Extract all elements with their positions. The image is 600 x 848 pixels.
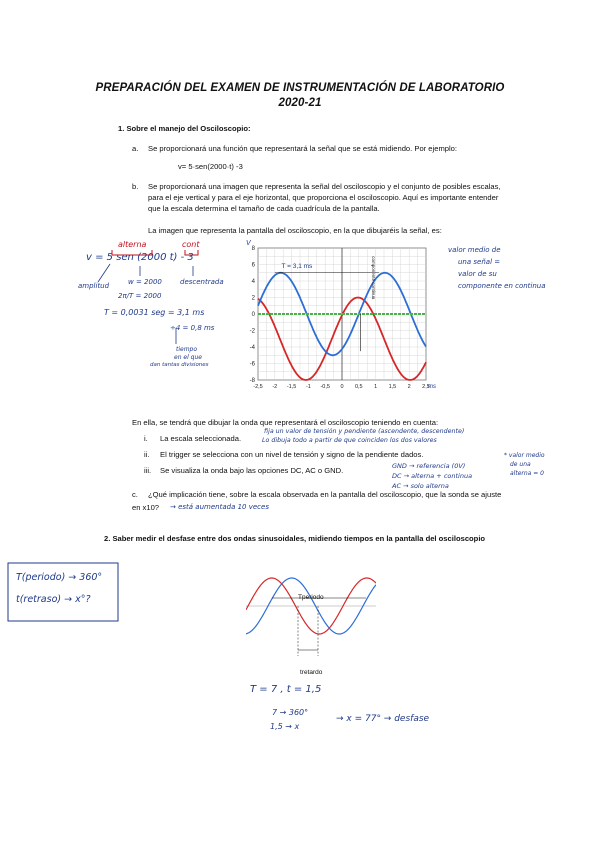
y-tick-label: -6: [249, 361, 255, 368]
x-tick-label: 0: [340, 384, 344, 390]
list-ii-text: El trigger se selecciona con un nivel de tensión y signo de la pendiente dados.: [160, 450, 424, 459]
note-period-formula: 2π/T = 2000: [118, 292, 162, 300]
note-w: w = 2000: [128, 278, 162, 286]
list-i-text: La escala seleccionada.: [160, 434, 242, 443]
item-b-line1: Se proporcionará una imagen que representa la señal del osciloscopio y el conjunto de posibles escalas,: [148, 182, 501, 191]
formula: v= 5·sen(2000·t) -3: [178, 162, 243, 171]
item-a-text: Se proporcionará una función que representará la señal que se está midiendo. Por ejemplo:: [148, 144, 458, 153]
list-iii-text: Se visualiza la onda bajo las opciones DC, AC o GND.: [160, 466, 344, 475]
note-alterna: alterna: [118, 240, 147, 249]
hw-gnd: GND → referencia (0V): [392, 462, 466, 470]
list-ii-num: ii.: [144, 450, 150, 459]
page-title: PREPARACIÓN DEL EXAMEN DE INSTRUMENTACIÓN DE LABORATORIO: [95, 82, 505, 94]
x-tick-label: 1,5: [388, 384, 397, 390]
hw-star3: alterna = 0: [510, 470, 544, 477]
hw-i2: Lo dibuja todo a partir de que coinciden los dos valores: [262, 437, 437, 444]
item-c-line2: en x10?: [132, 503, 160, 512]
note-right1: valor medio de: [448, 246, 501, 254]
period-label: T = 3,1 ms: [281, 262, 313, 270]
y-tick-label: -2: [249, 328, 255, 335]
box-line2: t(retraso) → x°?: [16, 594, 91, 605]
hw-dc: DC → alterna + continua: [392, 472, 473, 480]
item-a-label: a.: [132, 144, 139, 153]
phase-diagram: [246, 566, 376, 656]
note-period: T = 0,0031 seg = 3,1 ms: [104, 308, 205, 317]
x-tick-label: -1: [305, 384, 311, 390]
note-formula: v = 5 sen (2000 t) - 3: [86, 252, 194, 263]
list-iii-num: iii.: [144, 466, 152, 475]
y-tick-label: 0: [251, 312, 255, 318]
item-c-answer: → está aumentada 10 veces: [170, 503, 269, 511]
x-tick-label: 2: [407, 384, 411, 390]
item-b-line3: que la escala determina el tamaño de cada cuadrícula de la pantalla.: [148, 204, 380, 213]
note-right3: valor de su: [458, 270, 497, 278]
note-cont: cont: [182, 240, 200, 249]
calc3: 1,5 → x: [270, 722, 300, 731]
y-tick-label: 4: [251, 279, 255, 285]
note-tiempo2: en el que: [174, 354, 202, 361]
box-line1: T(periodo) → 360°: [16, 572, 103, 583]
y-tick-label: 2: [251, 295, 255, 302]
hw-i1: fija un valor de tensión y pendiente (ascendente, descendente): [264, 428, 465, 435]
after-image-text: En ella, se tendrá que dibujar la onda que representará el osciloscopio teniendo en cuenta:: [132, 418, 439, 427]
note-tiempo3: dan tantas divisiones: [150, 362, 209, 368]
item-b-label: b.: [132, 182, 139, 191]
x-tick-label: -2,5: [253, 384, 263, 390]
y-tick-label: -8: [249, 378, 255, 384]
section2-heading: 2. Saber medir el desfase entre dos ondas sinusoidales, midiendo tiempos en la pantalla del osciloscopio: [104, 534, 486, 543]
hw-ac: AC → solo alterna: [392, 482, 449, 490]
oscilloscope-chart: [238, 234, 438, 394]
list-i-num: i.: [144, 434, 148, 443]
hw-star1: * valor medio: [504, 452, 545, 459]
x-tick-label: -2: [272, 384, 278, 390]
calc2: 7 → 360°: [272, 708, 309, 717]
note-desc: descentrada: [180, 278, 224, 286]
tperiodo-label: Tperiodo: [298, 594, 324, 601]
section1-heading: 1. Sobre el manejo del Osciloscopio:: [118, 124, 251, 133]
y-tick-label: -4: [249, 345, 255, 351]
x-tick-label: 0,5: [354, 384, 363, 390]
y-axis-label: V: [246, 240, 251, 247]
page-subtitle: 2020-21: [278, 97, 322, 109]
calc1: T = 7 , t = 1,5: [250, 684, 322, 695]
x-tick-label: 1: [374, 384, 378, 390]
note-amplitud: amplitud: [78, 282, 110, 290]
x-tick-label: 2,5: [422, 384, 430, 390]
y-tick-label: 8: [251, 246, 255, 252]
y-tick-label: 6: [251, 262, 255, 269]
item-c-label: c.: [132, 490, 138, 499]
offset-label: componente continua: [371, 256, 377, 300]
x-axis-label: ms: [428, 384, 436, 390]
image-intro: La imagen que representa la pantalla del osciloscopio, en la que dibujaréis la señal, es:: [148, 226, 442, 235]
tretardo-label: tretardo: [300, 669, 323, 676]
note-right2: una señal =: [458, 258, 501, 266]
x-tick-label: -1,5: [286, 384, 297, 390]
calc-result: → x = 77° → desfase: [336, 714, 430, 724]
x-tick-label: -0,5: [320, 384, 330, 390]
note-right4: componente en continua: [458, 282, 546, 290]
hw-star2: de una: [510, 461, 531, 468]
item-c-line1: ¿Qué implicación tiene, sobre la escala observada en la pantalla del osciloscopio, que la sonda se ajuste: [148, 490, 502, 499]
note-tiempo1: tiempo: [176, 346, 198, 353]
item-b-line2: para el eje vertical y para el eje horizontal, que proporciona el osciloscopio. Aquí es importante entender: [148, 193, 499, 202]
note-div: ÷4 = 0,8 ms: [170, 324, 215, 332]
